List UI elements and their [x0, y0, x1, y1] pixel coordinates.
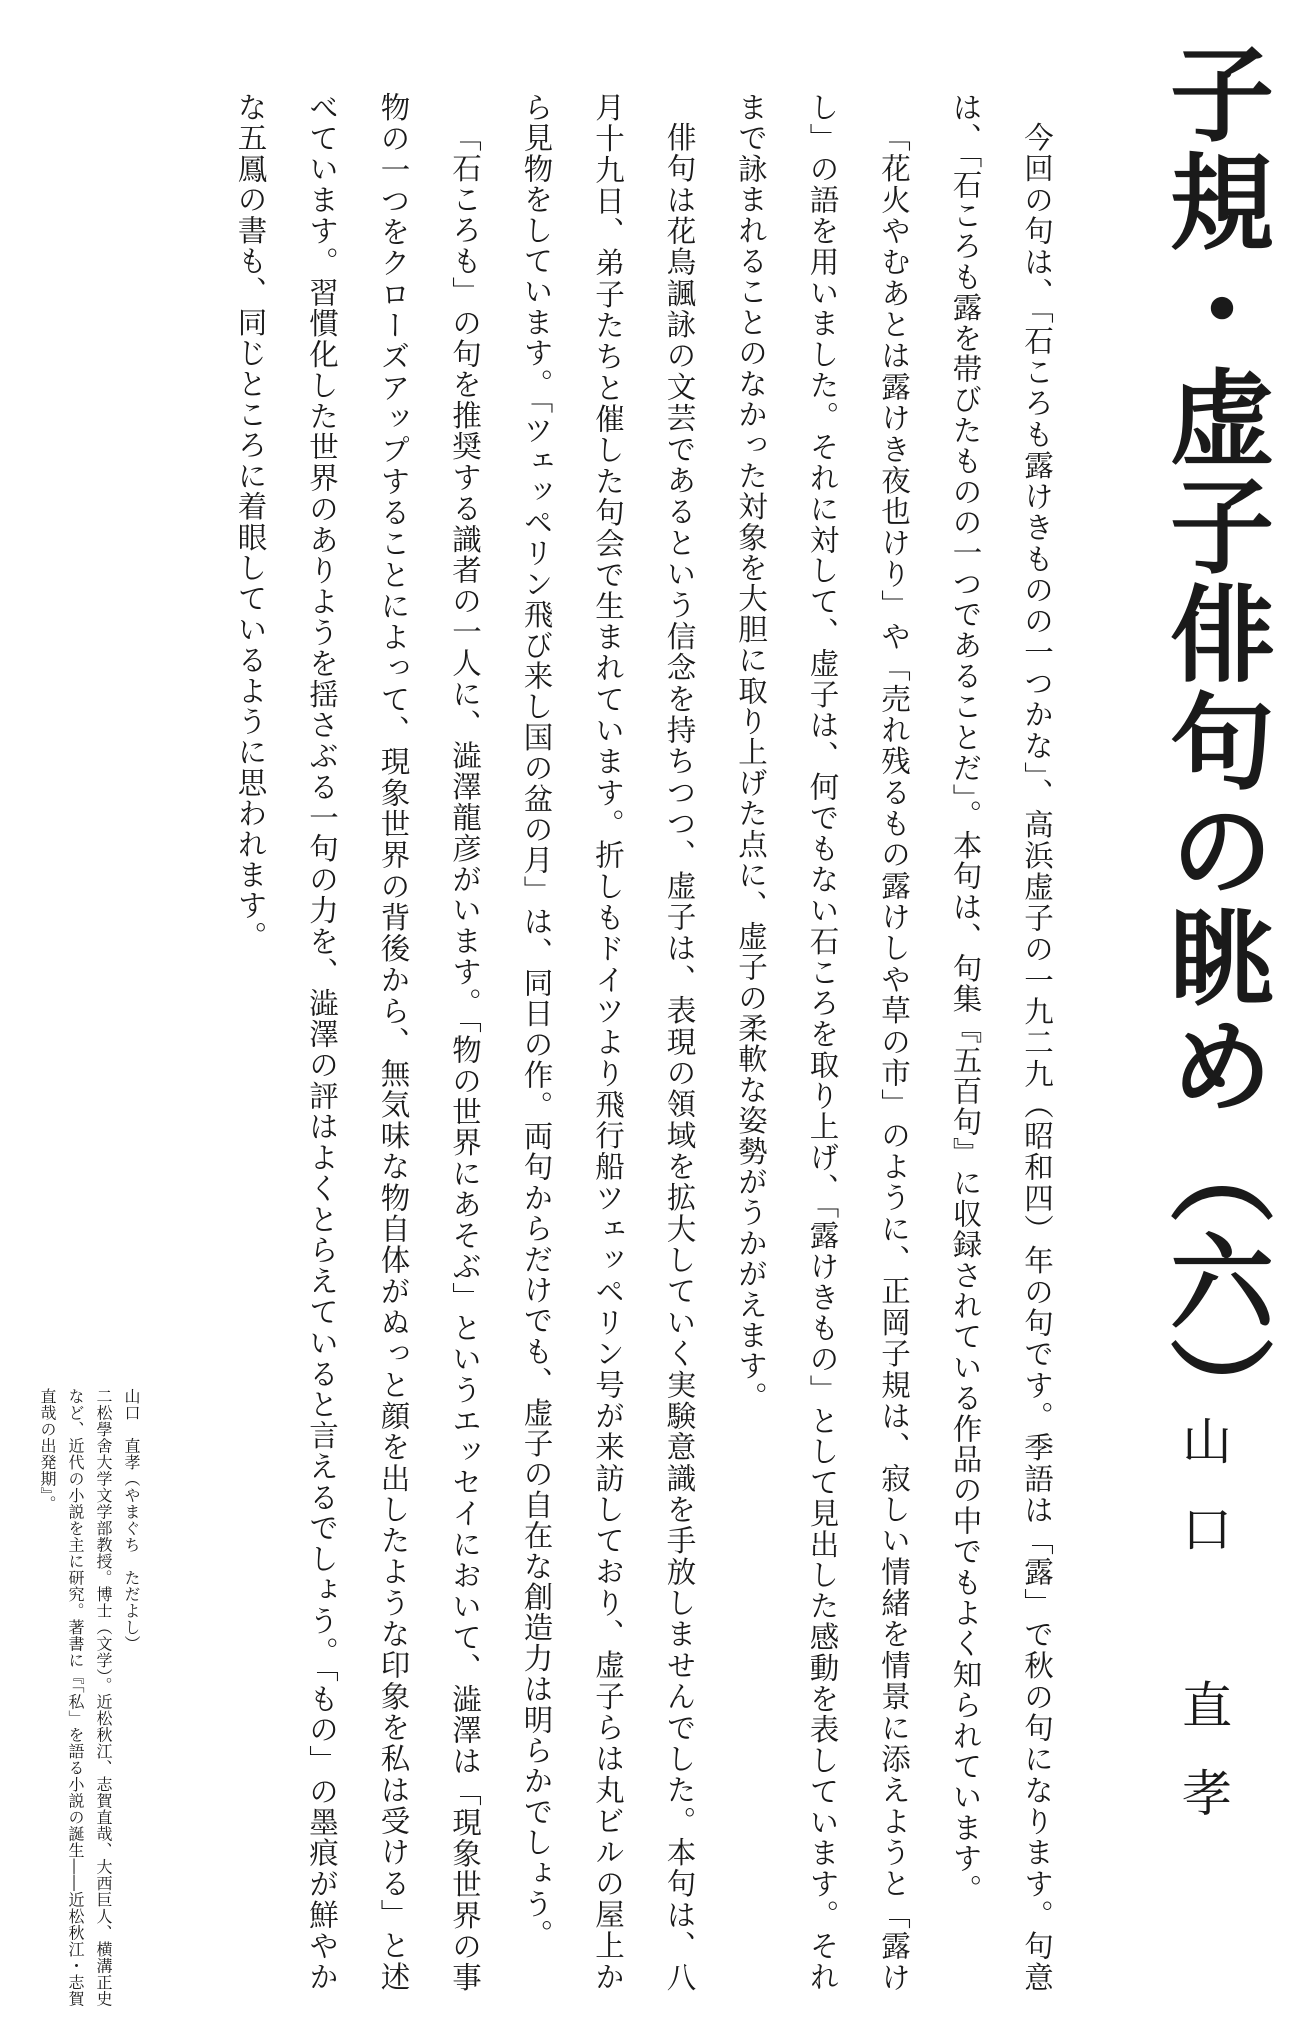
paragraph: 今回の句は、「石ころも露けきものの一つかな」、高浜虚子の一九二九（昭和四）年の句です。季語は「露」で秋の句になります。句意は、「石ころも露を帯びたものの一つであることだ」。本句は、句集『五百句』に収録されている作品の中でもよく知られています。 [948, 92, 1054, 1992]
paragraph: 「花火やむあとは露けき夜也けり」や「売れ残るもの露けしや草の市」のように、正岡子規は、寂しい情緒を情景に添えようと「露けし」の語を用いました。それに対して、虚子は、何でもない石ころを取り上げ、「露けきもの」として見出した感動を表しています。それまで詠まれることのなかった対象を大胆に取り上げた点に、虚子の柔軟な姿勢がうかがえます。 [734, 92, 911, 1992]
profile-bio: 二松學舍大学文学部教授。博士（文学）。近松秋江、志賀直哉、大西巨人、横溝正史など、近代の小説を主に研究。著書に『「私」を語る小説の誕生――近松秋江・志賀直哉の出発期』。 [38, 1388, 113, 2007]
author-profile [33, 1388, 145, 2008]
article-title: 子規・虚子俳句の眺め（六） [1152, 40, 1274, 1444]
paragraph: 俳句は花鳥諷詠の文芸であるという信念を持ちつつ、虚子は、表現の領域を拡大していく実験意識を手放しませんでした。本句は、八月十九日、弟子たちと催した句会で生まれています。折しもドイツより飛行船ツェッペリン号が来訪しており、虚子らは丸ビルの屋上から見物をしています。「ツェッペリン飛び来し国の盆の月」は、同日の作。両句からだけでも、虚子の自在な創造力は明らかでしょう。 [519, 92, 697, 1992]
article-body [212, 92, 1072, 1992]
paragraph: 「石ころも」の句を推奨する識者の一人に、澁澤龍彦がいます。「物の世界にあそぶ」というエッセイにおいて、澁澤は「現象世界の事物の一つをクローズアップすることによって、現象世界の背後から、無気味な物自体がぬっと顔を出したような印象を私は受ける」と述べています。習慣化した世界のありようを揺さぶる一句の力を、澁澤の評はよくとらえていると言えるでしょう。「もの」の墨痕が鮮やかな五鳳の書も、同じところに着眼しているように思われます。 [233, 92, 482, 1992]
profile-name: 山口 直孝（やまぐち ただよし） [122, 1388, 141, 1652]
author-name: 山口 直孝 [1174, 1415, 1232, 1855]
